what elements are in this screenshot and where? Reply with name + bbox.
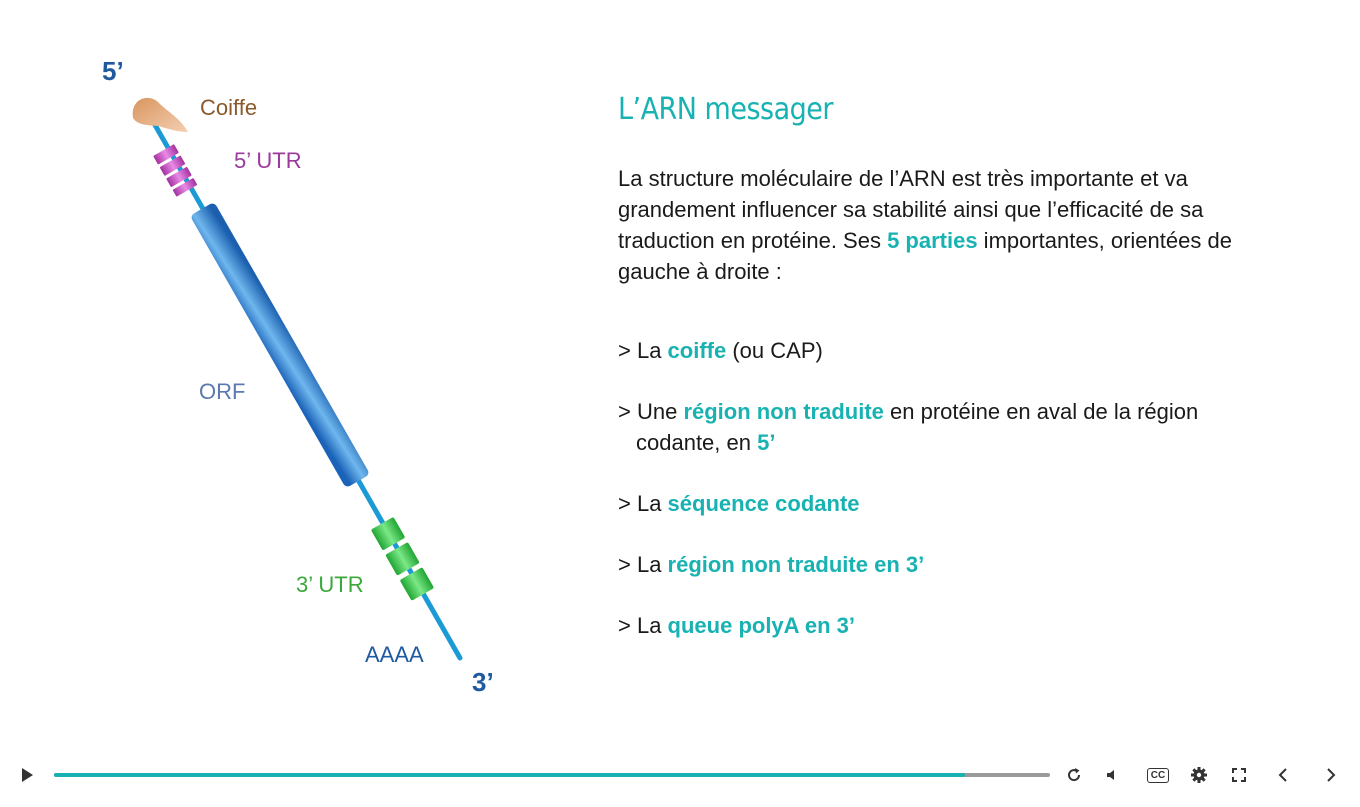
captions-button[interactable] [1144, 755, 1172, 795]
list-item-highlight: région non traduite [683, 399, 884, 424]
parts-list [618, 335, 1238, 641]
intro-text-end: importantes, orientées de gauche à droite : [618, 228, 1232, 284]
replay-icon [1065, 766, 1083, 784]
play-icon [19, 767, 35, 783]
play-button[interactable] [12, 755, 42, 795]
slide-content [618, 92, 1238, 671]
list-item-highlight: séquence codante [667, 491, 860, 516]
list-item-prefix: > La [618, 491, 668, 516]
page-title: L’ARN messager [618, 92, 833, 127]
mrna-strand-graphic [0, 0, 600, 740]
progress-fill [54, 773, 965, 777]
replay-button[interactable] [1061, 755, 1087, 795]
cap-label: Coiffe [200, 95, 258, 120]
settings-button[interactable] [1186, 755, 1212, 795]
polya-label: AAAA [365, 642, 424, 667]
list-item-highlight: queue polyA en 3’ [667, 613, 855, 638]
list-item-coding [618, 488, 1238, 519]
utr3-segments [371, 517, 434, 601]
previous-icon [1276, 767, 1290, 783]
next-icon [1324, 767, 1338, 783]
fullscreen-button[interactable] [1226, 755, 1252, 795]
volume-icon [1104, 767, 1120, 783]
list-item-prefix: > La [618, 613, 668, 638]
list-item-cap [618, 335, 1238, 366]
progress-bar[interactable] [54, 773, 1050, 777]
settings-icon [1190, 766, 1208, 784]
list-item-polya [618, 610, 1238, 641]
previous-button[interactable] [1270, 755, 1296, 795]
intro-highlight: 5 parties [887, 228, 978, 253]
utr5-label: 5’ UTR [234, 148, 302, 173]
list-item-suffix: (ou CAP) [726, 338, 823, 363]
captions-icon: CC [1147, 768, 1169, 783]
mrna-diagram [0, 0, 600, 740]
volume-button[interactable] [1100, 755, 1124, 795]
list-item-prefix: > La [618, 552, 668, 577]
three-prime-label: 3’ [472, 667, 494, 697]
orf-label: ORF [199, 379, 246, 404]
cap-shape [133, 98, 188, 132]
five-prime-label: 5’ [102, 56, 124, 86]
fullscreen-icon [1231, 767, 1247, 783]
list-item-utr5 [618, 396, 1238, 458]
list-item-highlight-end: 5’ [757, 430, 776, 455]
next-button[interactable] [1318, 755, 1344, 795]
player-controls [0, 755, 1360, 795]
intro-paragraph [618, 163, 1238, 287]
list-item-prefix: > Une [618, 399, 684, 424]
intro-text-start: La structure moléculaire de l’ARN est très importante et va grandement influencer sa stabilité ainsi que l’efficacité de sa traduction en protéine. Ses [618, 166, 1204, 253]
list-item-suffix: en protéine en aval de la région codante, en [636, 399, 1199, 455]
list-item-utr3 [618, 549, 1238, 580]
list-item-highlight: région non traduite en 3’ [667, 552, 925, 577]
list-item-highlight: coiffe [667, 338, 727, 363]
list-item-prefix: > La [618, 338, 668, 363]
utr3-label: 3’ UTR [296, 572, 364, 597]
orf-cylinder [190, 202, 370, 488]
